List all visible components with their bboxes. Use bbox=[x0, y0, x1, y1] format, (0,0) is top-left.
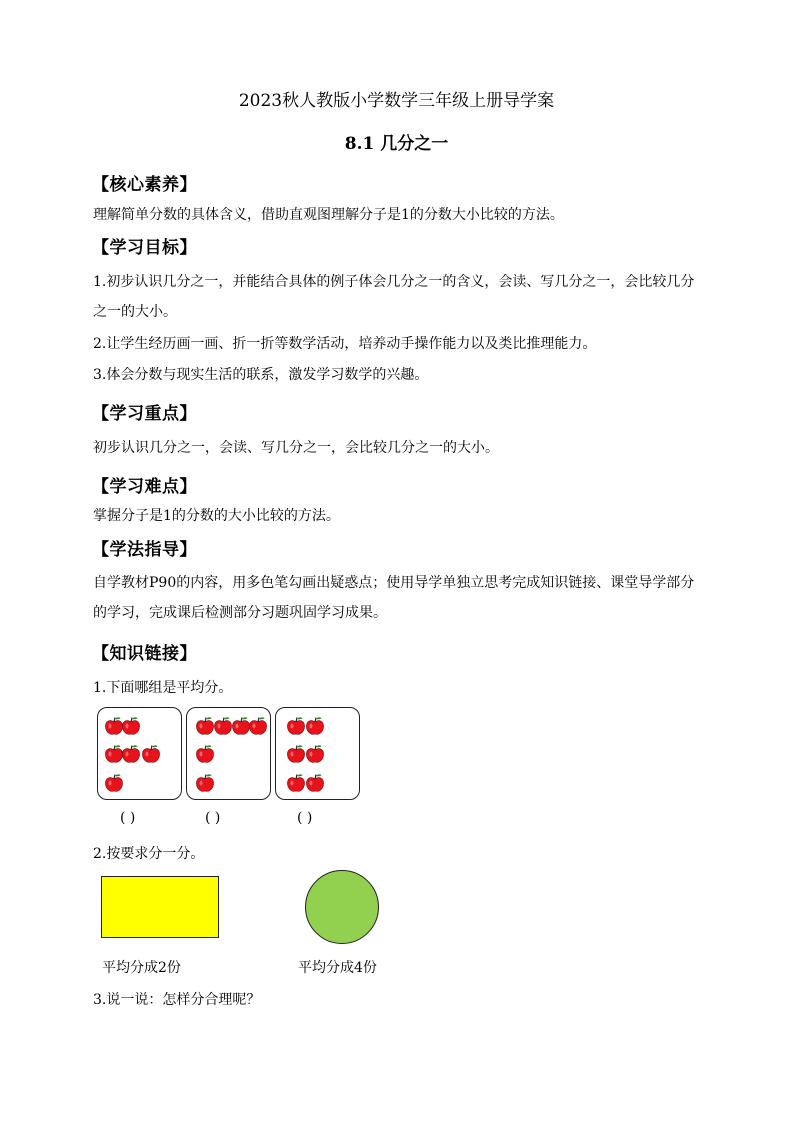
apple-icon bbox=[286, 773, 306, 793]
section-heading-method: 【学法指导】 bbox=[92, 540, 197, 560]
goal-3: 3.体会分数与现实生活的联系，激发学习数学的兴趣。 bbox=[93, 367, 429, 383]
apple-icon bbox=[286, 744, 306, 764]
goal-1-line-1: 1.初步认识几分之一，并能结合具体的例子体会几分之一的含义，会读、写几分之一，会比较几分 bbox=[93, 274, 695, 290]
apple-icon bbox=[305, 716, 325, 736]
section-heading-difficulties: 【学习难点】 bbox=[92, 477, 197, 497]
apple-icon bbox=[195, 716, 215, 736]
apple-icon bbox=[104, 773, 124, 793]
document-title: 2023秋人教版小学数学三年级上册导学案 bbox=[238, 91, 555, 111]
answer-blank-2[interactable]: ( ) bbox=[205, 810, 221, 826]
yellow-rectangle bbox=[101, 876, 219, 938]
apple-icon bbox=[305, 773, 325, 793]
apple-icon bbox=[195, 773, 215, 793]
question-2: 2.按要求分一分。 bbox=[93, 846, 205, 862]
lesson-title: 8.1 几分之一 bbox=[344, 134, 449, 154]
section-heading-key-points: 【学习重点】 bbox=[92, 404, 197, 424]
green-circle bbox=[305, 870, 379, 944]
difficulties-text: 掌握分子是1的分数的大小比较的方法。 bbox=[93, 508, 340, 524]
apple-icon bbox=[121, 744, 141, 764]
goal-2: 2.让学生经历画一画、折一折等数学活动，培养动手操作能力以及类比推理能力。 bbox=[93, 336, 597, 352]
answer-blank-3[interactable]: ( ) bbox=[297, 810, 313, 826]
apple-icon bbox=[213, 716, 233, 736]
apple-icon bbox=[305, 744, 325, 764]
question-1: 1.下面哪组是平均分。 bbox=[93, 680, 233, 696]
core-text: 理解简单分数的具体含义，借助直观图理解分子是1的分数大小比较的方法。 bbox=[93, 207, 564, 223]
goal-1-line-2: 之一的大小。 bbox=[93, 304, 177, 320]
apple-icon bbox=[121, 716, 141, 736]
apple-icon bbox=[286, 716, 306, 736]
apple-icon bbox=[141, 744, 161, 764]
apple-icon bbox=[195, 744, 215, 764]
apple-icon bbox=[248, 716, 268, 736]
section-heading-core: 【核心素养】 bbox=[92, 175, 197, 195]
method-line-2: 的学习，完成课后检测部分习题巩固学习成果。 bbox=[93, 605, 387, 621]
section-heading-goals: 【学习目标】 bbox=[92, 238, 197, 258]
key-points-text: 初步认识几分之一，会读、写几分之一，会比较几分之一的大小。 bbox=[93, 440, 499, 456]
rectangle-label: 平均分成2份 bbox=[102, 960, 181, 976]
circle-label: 平均分成4份 bbox=[298, 960, 377, 976]
question-3: 3.说一说：怎样分合理呢？ bbox=[93, 992, 261, 1008]
answer-blank-1[interactable]: ( ) bbox=[120, 810, 136, 826]
method-line-1: 自学教材P90的内容，用多色笔勾画出疑惑点；使用导学单独立思考完成知识链接、课堂导学部分 bbox=[93, 575, 695, 591]
section-heading-knowledge-link: 【知识链接】 bbox=[92, 644, 197, 664]
